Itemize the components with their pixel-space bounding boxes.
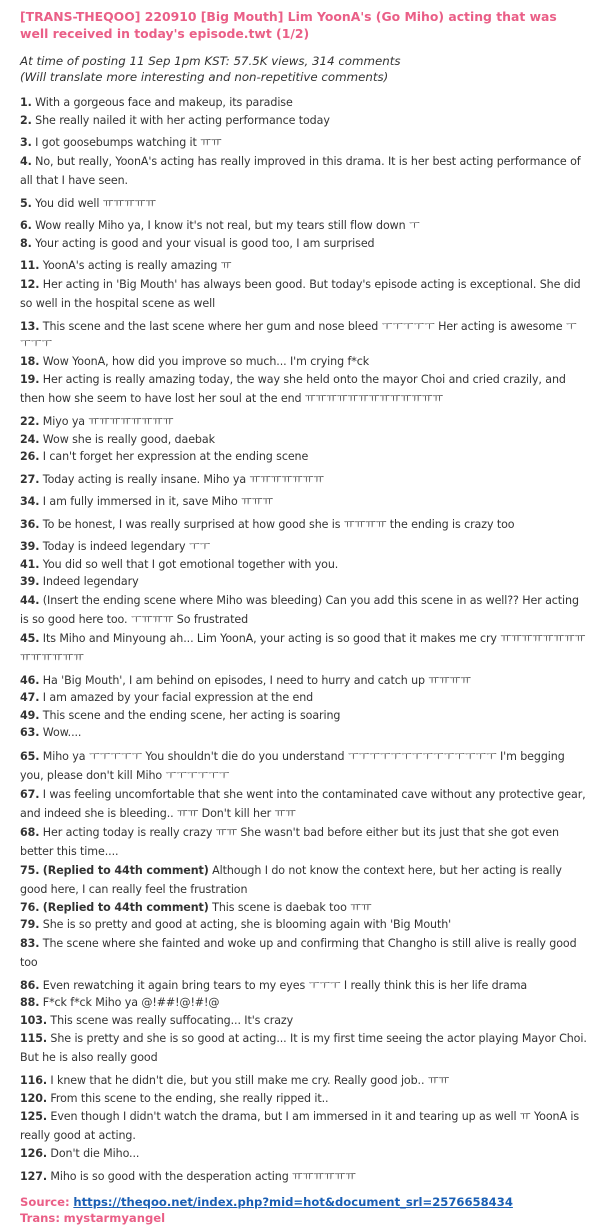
comment-item: [20, 934, 587, 972]
comment-number: 115.: [20, 1032, 47, 1045]
comment-item: [20, 724, 587, 742]
comment-item: [20, 431, 587, 449]
comment-item: [20, 471, 587, 489]
comment-text: Ha 'Big Mouth', I am behind on episodes, I need to hurry and catch up ㅠㅠㅠㅠ: [42, 673, 471, 687]
comment-item: [20, 591, 587, 629]
comment-number: 83.: [20, 936, 40, 950]
comment-text: The scene where she fainted and woke up and confirming that Changho is still alive is really good too: [20, 936, 577, 969]
comment-item: [20, 707, 587, 725]
comment-text: Her acting today is really crazy ㅠㅠ She wasn't bad before either but its just that she got even better this time....: [20, 825, 559, 858]
comment-number: 22.: [20, 415, 40, 428]
post-meta: [20, 53, 587, 85]
comment-number: 27.: [20, 472, 40, 486]
comment-list: [20, 94, 587, 1185]
comment-text: This scene is daebak too ㅠㅠ: [212, 900, 372, 914]
comment-item: [20, 152, 587, 190]
comment-number: 120.: [20, 1091, 47, 1105]
comment-number: 86.: [20, 978, 40, 992]
comment-text: This scene and the ending scene, her acting is soaring: [42, 708, 341, 722]
comment-item: [20, 556, 587, 574]
comment-item: [20, 629, 587, 667]
meta-note: (Will translate more interesting and non-repetitive comments): [20, 70, 389, 84]
comment-item: [20, 1107, 587, 1145]
comment-text: Today acting is really insane. Miho ya ㅠㅠㅠㅠㅠㅠㅠ: [42, 472, 324, 486]
comment-number: 3.: [20, 136, 32, 149]
comment-item: [20, 235, 587, 253]
comment-text: Miho is so good with the desperation acting ㅠㅠㅠㅠㅠㅠ: [50, 1169, 356, 1183]
comment-number: 126.: [20, 1147, 47, 1160]
comment-number: 26.: [20, 450, 40, 463]
comment-text: She is pretty and she is so good at acting... It is my first time seeing the actor playing Mayor Choi. But he is also really good: [20, 1032, 587, 1064]
comment-text: She really nailed it with her acting performance today: [35, 113, 330, 127]
comment-item: [20, 1029, 587, 1067]
source-line: [20, 1194, 587, 1210]
comment-number: 75.: [20, 863, 40, 877]
comment-text: I can't forget her expression at the ending scene: [42, 450, 309, 463]
comment-item: [20, 94, 587, 112]
comment-text: I knew that he didn't die, but you still make me cry. Really good job.. ㅠㅠ: [50, 1074, 450, 1087]
comment-item: [20, 1145, 587, 1163]
comment-text: I am fully immersed in it, save Miho ㅠㅠㅠ: [42, 495, 273, 508]
comment-item: [20, 134, 587, 152]
comment-number: 2.: [20, 113, 32, 127]
comment-item: [20, 916, 587, 934]
comment-item: [20, 195, 587, 213]
comment-item: [20, 994, 587, 1012]
source-link[interactable]: https://theqoo.net/index.php?mid=hot&document_srl=2576658434: [73, 1195, 513, 1209]
comment-number: 4.: [20, 154, 32, 168]
comment-item: [20, 217, 587, 235]
comment-text: Miho ya ㅜㅜㅜㅜㅜ You shouldn't die do you understand ㅜㅜㅜㅜㅜㅜㅜㅜㅜㅜㅜㅜㅜㅜ I'm begging you, please don't kill Miho ㅜㅜㅜㅜㅜㅜ: [20, 749, 565, 782]
comment-item: [20, 747, 587, 785]
comment-text: Indeed legendary: [42, 575, 139, 588]
comment-item: [20, 899, 587, 917]
comment-item: [20, 353, 587, 371]
comment-number: 116.: [20, 1074, 47, 1087]
comment-text: Her acting is really amazing today, the way she held onto the mayor Choi and cried crazily, and then how she seem to have lost her soul at the end ㅠㅠㅠㅠㅠㅠㅠㅠㅠㅠㅠㅠㅠ: [20, 373, 566, 405]
comment-item: [20, 112, 587, 130]
comment-item: [20, 413, 587, 431]
comment-text: With a gorgeous face and makeup, its paradise: [35, 96, 293, 109]
comment-item: [20, 516, 587, 534]
comment-number: 8.: [20, 236, 32, 250]
comment-number: 46.: [20, 673, 40, 687]
comment-text: Your acting is good and your visual is good too, I am surprised: [35, 236, 375, 250]
comment-text: Even though I didn't watch the drama, but I am immersed in it and tearing up as well ㅠ YoonA is really good at acting.: [20, 1110, 580, 1142]
comment-text: Wow she is really good, daebak: [42, 432, 215, 446]
trans-label: Trans:: [20, 1211, 60, 1225]
post-title: [TRANS-THEQOO] 220910 [Big Mouth] Lim YoonA's (Go Miho) acting that was well received in today's episode.twt (1/2): [20, 9, 557, 41]
reply-tag: (Replied to 44th comment): [42, 863, 209, 877]
comment-number: 34.: [20, 495, 40, 508]
comment-text: You did so well that I got emotional together with you.: [42, 557, 339, 571]
comment-text: Wow YoonA, how did you improve so much... I'm crying f*ck: [42, 354, 370, 368]
meta-stats: At time of posting 11 Sep 1pm KST: 57.5K views, 314 comments: [20, 54, 401, 68]
comment-item: [20, 1090, 587, 1108]
comment-item: [20, 257, 587, 275]
comment-number: 13.: [20, 319, 40, 333]
comment-number: 1.: [20, 96, 32, 109]
comment-text: Wow really Miho ya, I know it's not real, but my tears still flow down ㅜ: [35, 219, 420, 232]
comment-number: 45.: [20, 631, 40, 645]
post-footer: [20, 1194, 587, 1226]
comment-item: [20, 785, 587, 823]
comment-text: Miyo ya ㅠㅠㅠㅠㅠㅠㅠㅠ: [42, 415, 174, 428]
comment-item: [20, 275, 587, 313]
comment-number: 49.: [20, 708, 40, 722]
comment-text: No, but really, YoonA's acting has really improved in this drama. It is her best acting performance of all that I have seen.: [20, 154, 581, 187]
comment-text: Its Miho and Minyoung ah... Lim YoonA, your acting is so good that it makes me cry ㅠㅠㅠㅠㅠㅠㅠㅠㅠㅠㅠㅠㅠㅠ: [20, 631, 586, 664]
comment-number: 65.: [20, 749, 40, 763]
comment-number: 19.: [20, 373, 40, 386]
comment-item: [20, 1072, 587, 1090]
comment-number: 76.: [20, 900, 40, 914]
comment-number: 18.: [20, 354, 40, 368]
comment-item: [20, 977, 587, 995]
comment-item: [20, 1168, 587, 1186]
comment-text: From this scene to the ending, she really ripped it..: [50, 1091, 329, 1105]
comment-text: She is so pretty and good at acting, she is blooming again with 'Big Mouth': [42, 918, 452, 931]
comment-text: Although I do not know the context here, but her acting is really good here, I can really feel the frustration: [20, 863, 562, 896]
comment-number: 68.: [20, 825, 40, 839]
comment-number: 67.: [20, 787, 40, 801]
comment-number: 125.: [20, 1110, 47, 1123]
comment-text: This scene and the last scene where her gum and nose bleed ㅜㅜㅜㅜㅜ Her acting is awesome ㅜㅜㅜㅜ: [20, 319, 577, 350]
comment-item: [20, 370, 587, 408]
comment-number: 41.: [20, 557, 40, 571]
comment-item: [20, 448, 587, 466]
comment-number: 103.: [20, 1013, 47, 1027]
comment-number: 79.: [20, 918, 40, 931]
comment-text: I am amazed by your facial expression at the end: [42, 691, 314, 704]
comment-number: 39.: [20, 575, 40, 588]
comment-text: Even rewatching it again bring tears to my eyes ㅜㅜㅜ I really think this is her life drama: [42, 978, 528, 992]
comment-number: 47.: [20, 691, 40, 704]
comment-text: I got goosebumps watching it ㅠㅠ: [35, 136, 222, 149]
comment-item: [20, 318, 587, 353]
comment-item: [20, 573, 587, 591]
comment-item: [20, 672, 587, 690]
comment-number: 36.: [20, 517, 40, 531]
comment-number: 5.: [20, 196, 32, 210]
comment-number: 6.: [20, 219, 32, 232]
comment-text: (Insert the ending scene where Miho was bleeding) Can you add this scene in as well?? Her acting is so good here too. ㅜㅠㅠㅠ So frustrated: [20, 593, 579, 626]
comment-number: 44.: [20, 593, 40, 607]
comment-number: 24.: [20, 432, 40, 446]
comment-text: I was feeling uncomfortable that she went into the contaminated cave without any protective gear, and indeed she is bleeding.. ㅠㅠ Don't kill her ㅠㅠ: [20, 787, 586, 820]
comment-text: This scene was really suffocating... It's crazy: [50, 1013, 294, 1027]
comment-item: [20, 689, 587, 707]
comment-number: 39.: [20, 540, 40, 553]
comment-text: Today is indeed legendary ㅜㅜ: [42, 540, 211, 553]
comment-item: [20, 823, 587, 861]
comment-number: 63.: [20, 726, 40, 739]
source-label: Source:: [20, 1195, 70, 1209]
comment-text: Wow....: [42, 726, 82, 739]
comment-text: Her acting in 'Big Mouth' has always been good. But today's episode acting is exceptional. She did so well in the hospital scene as well: [20, 277, 581, 310]
comment-item: [20, 1012, 587, 1030]
comment-number: 127.: [20, 1169, 47, 1183]
comment-number: 11.: [20, 259, 40, 272]
reply-tag: (Replied to 44th comment): [42, 900, 209, 914]
comment-item: [20, 538, 587, 556]
comment-text: You did well ㅠㅠㅠㅠㅠ: [35, 196, 156, 210]
translator-name: mystarmyangel: [63, 1211, 166, 1225]
comment-item: [20, 861, 587, 899]
comment-number: 88.: [20, 996, 40, 1009]
comment-text: YoonA's acting is really amazing ㅠ: [42, 259, 232, 272]
comment-item: [20, 493, 587, 511]
trans-line: [20, 1210, 587, 1226]
comment-text: Don't die Miho...: [50, 1147, 140, 1160]
comment-text: To be honest, I was really surprised at how good she is ㅠㅠㅠㅠ the ending is crazy too: [42, 517, 515, 531]
comment-number: 12.: [20, 277, 40, 291]
comment-text: F*ck f*ck Miho ya @!##!@!#!@: [42, 996, 220, 1009]
